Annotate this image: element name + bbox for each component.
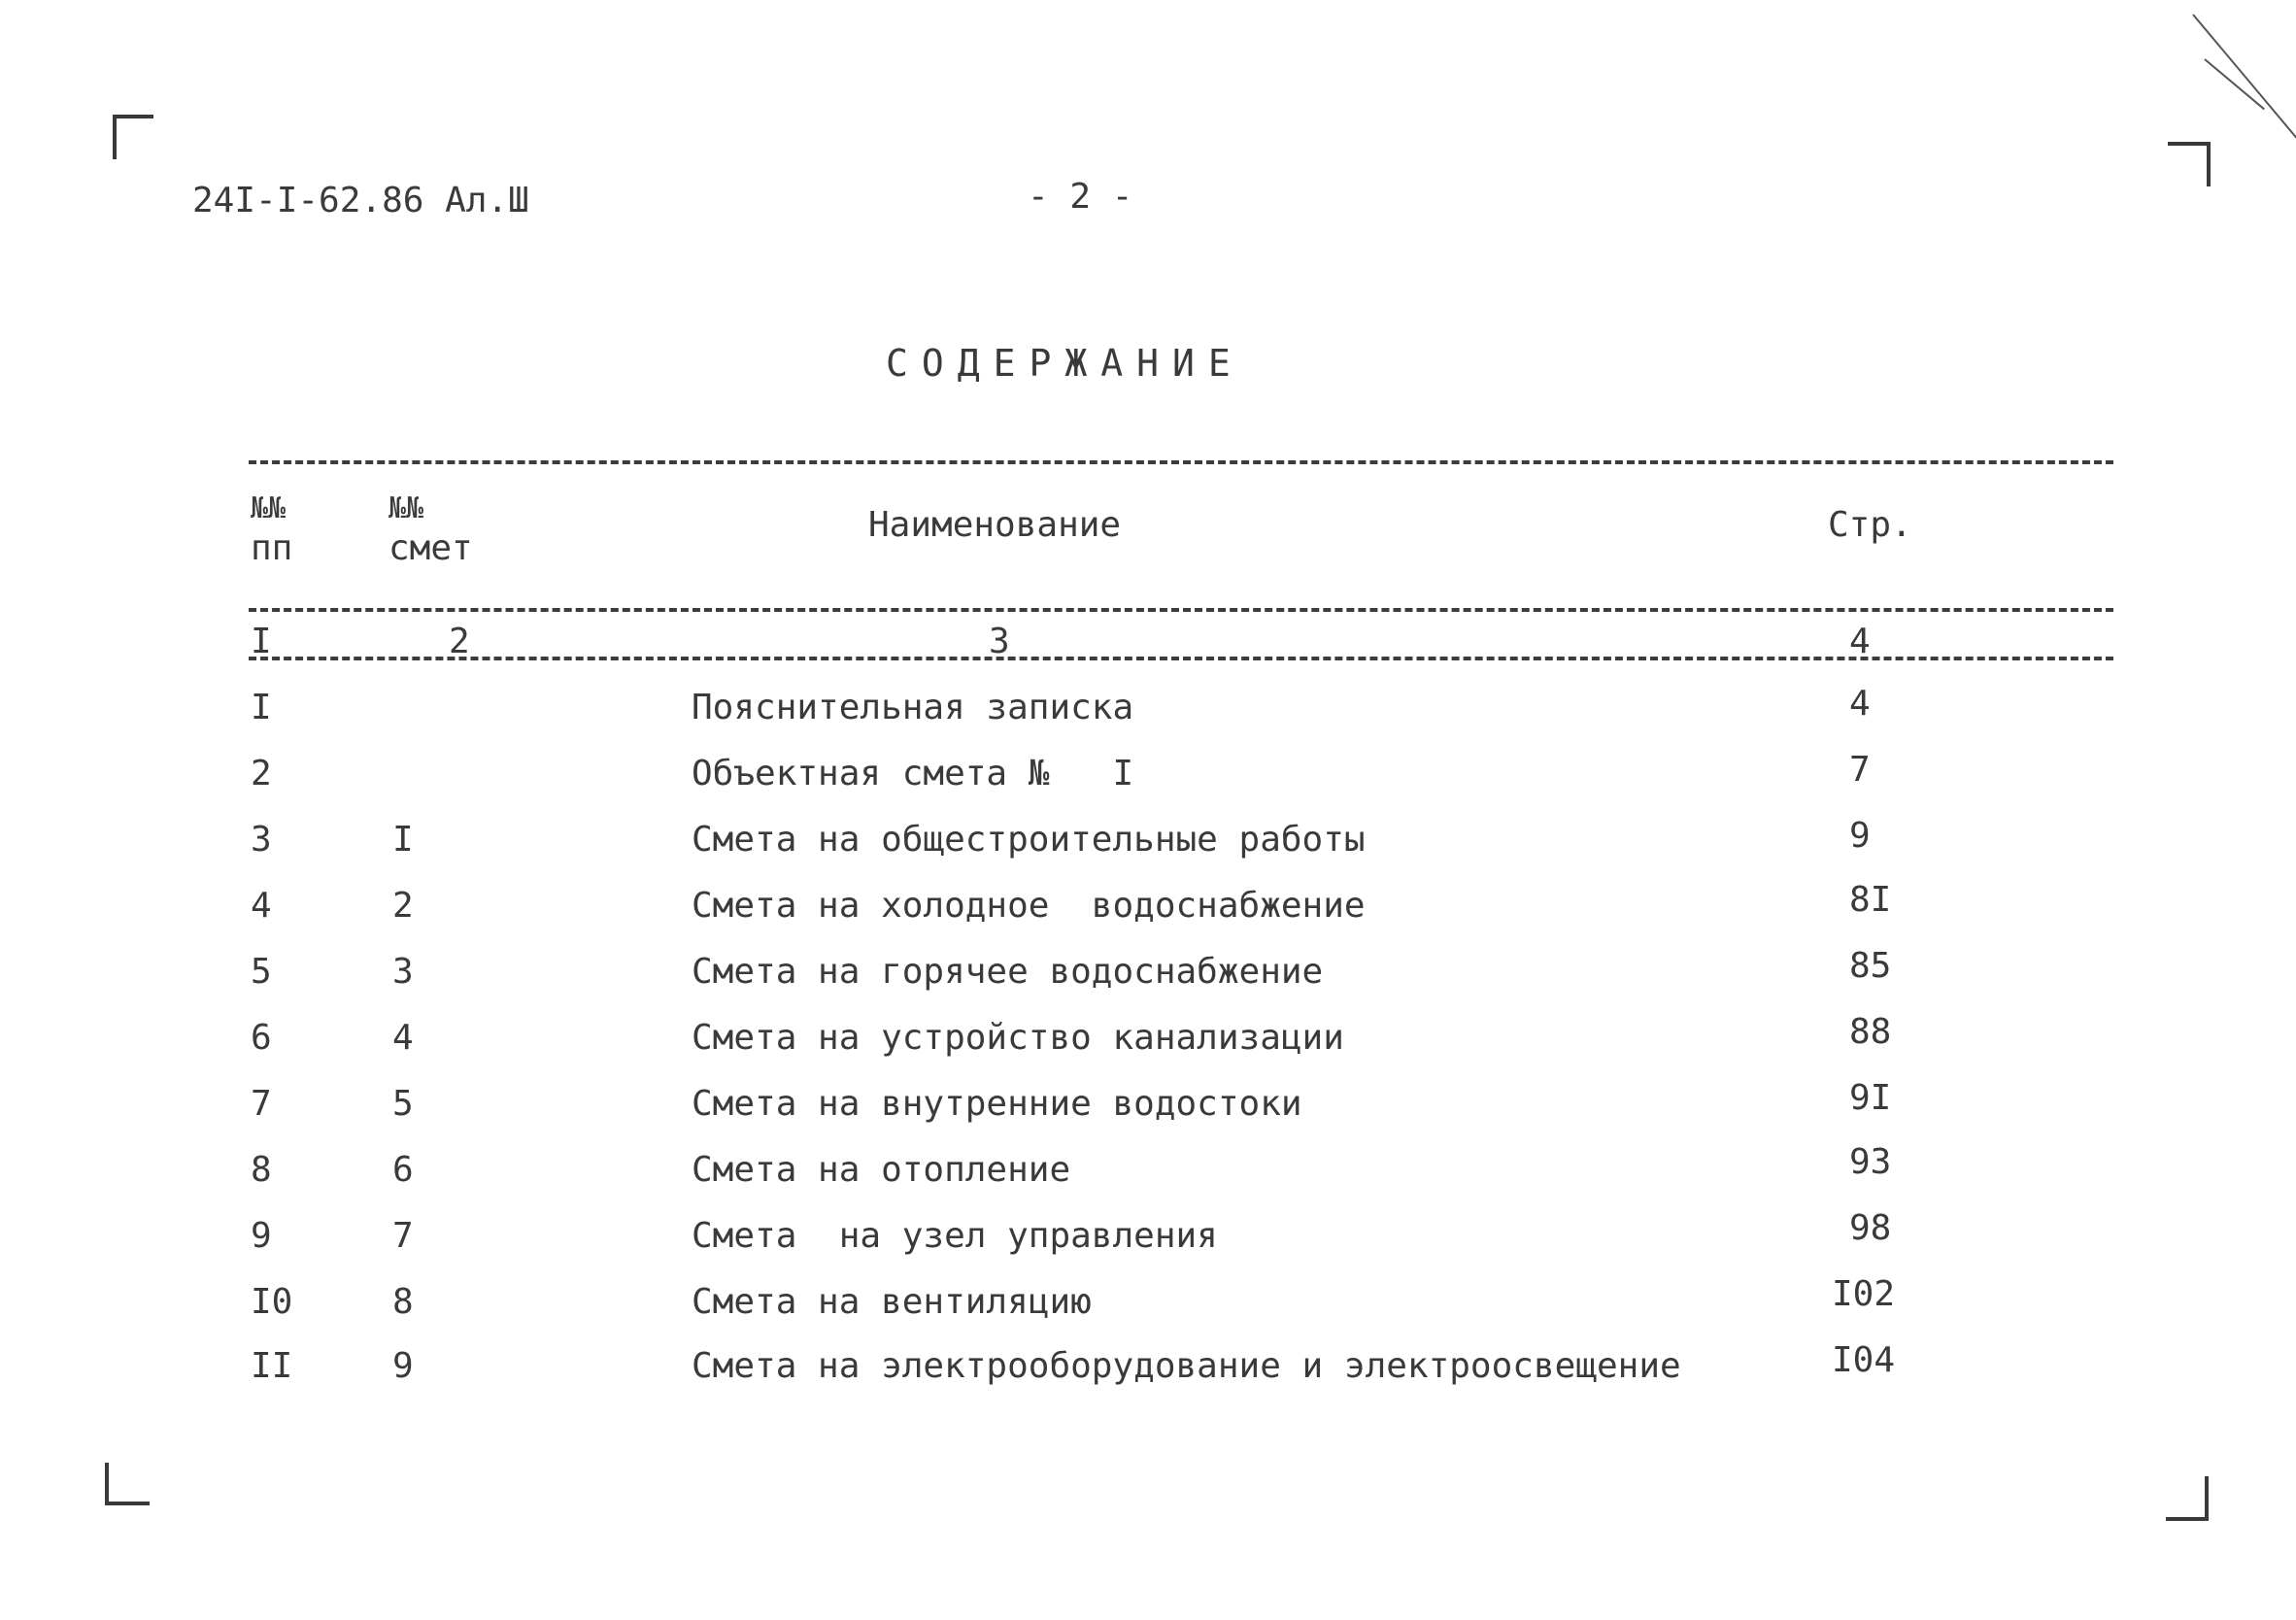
row-page: 9	[1849, 816, 1871, 856]
row-page: 93	[1849, 1142, 1892, 1182]
row-page: I04	[1832, 1340, 1896, 1380]
row-estimate: 6	[392, 1150, 414, 1190]
row-number: I	[251, 688, 272, 727]
row-name: Смета на холодное водоснабжение	[692, 886, 1366, 926]
row-number: 2	[251, 754, 272, 793]
row-page: 4	[1849, 684, 1871, 724]
row-name: Смета на внутренние водостоки	[692, 1084, 1302, 1124]
scan-scratch	[2192, 14, 2296, 149]
row-estimate: I	[392, 820, 414, 860]
column-numbers-rule	[249, 657, 2113, 660]
row-estimate: 4	[392, 1018, 414, 1058]
row-name: Смета на устройство канализации	[692, 1018, 1344, 1058]
column-number: 2	[449, 622, 470, 661]
page-number: - 2 -	[1028, 177, 1133, 217]
row-name: Смета на электрооборудование и электроосвещение	[692, 1346, 1681, 1386]
row-number: 3	[251, 820, 272, 860]
column-header-page: Стр.	[1828, 505, 1912, 545]
crop-mark-top-right	[2168, 142, 2211, 186]
crop-mark-bottom-right	[2166, 1476, 2209, 1521]
row-page: 85	[1849, 946, 1892, 986]
crop-mark-bottom-left	[105, 1463, 150, 1505]
row-number: 4	[251, 886, 272, 926]
row-number: I0	[251, 1282, 293, 1322]
row-name: Смета на узел управления	[692, 1216, 1218, 1256]
row-name: Смета на горячее водоснабжение	[692, 952, 1324, 992]
row-page: 9I	[1849, 1078, 1892, 1118]
row-estimate: 5	[392, 1084, 414, 1124]
row-name: Объектная смета № I	[692, 754, 1134, 793]
row-page: 98	[1849, 1208, 1892, 1248]
column-header-num-top: №№	[251, 491, 287, 525]
row-estimate: 8	[392, 1282, 414, 1322]
column-header-estimate-top: №№	[388, 491, 424, 525]
document-code: 24I-I-62.86 Ал.Ш	[192, 181, 529, 220]
row-number: 5	[251, 952, 272, 992]
row-number: 6	[251, 1018, 272, 1058]
column-number: 4	[1849, 622, 1871, 661]
row-name: Смета на вентиляцию	[692, 1282, 1092, 1322]
crop-mark-top-left	[113, 115, 153, 159]
row-number: 7	[251, 1084, 272, 1124]
column-number: I	[251, 622, 272, 661]
row-number: 8	[251, 1150, 272, 1190]
row-page: 8I	[1849, 880, 1892, 920]
column-header-estimate-bottom: смет	[388, 528, 473, 568]
table-top-rule	[249, 460, 2113, 464]
column-number: 3	[989, 622, 1010, 661]
column-header-name: Наименование	[868, 505, 1122, 545]
row-page: 7	[1849, 750, 1871, 790]
column-header-num-bottom: пп	[251, 528, 293, 568]
row-number: II	[251, 1346, 293, 1386]
row-number: 9	[251, 1216, 272, 1256]
page-title: СОДЕРЖАНИЕ	[886, 342, 1244, 385]
row-estimate: 7	[392, 1216, 414, 1256]
row-name: Смета на отопление	[692, 1150, 1071, 1190]
row-estimate: 2	[392, 886, 414, 926]
row-name: Смета на общестроительные работы	[692, 820, 1366, 860]
row-page: I02	[1832, 1274, 1896, 1314]
row-estimate: 3	[392, 952, 414, 992]
row-page: 88	[1849, 1012, 1892, 1052]
table-header-rule	[249, 608, 2113, 612]
row-estimate: 9	[392, 1346, 414, 1386]
row-name: Пояснительная записка	[692, 688, 1134, 727]
